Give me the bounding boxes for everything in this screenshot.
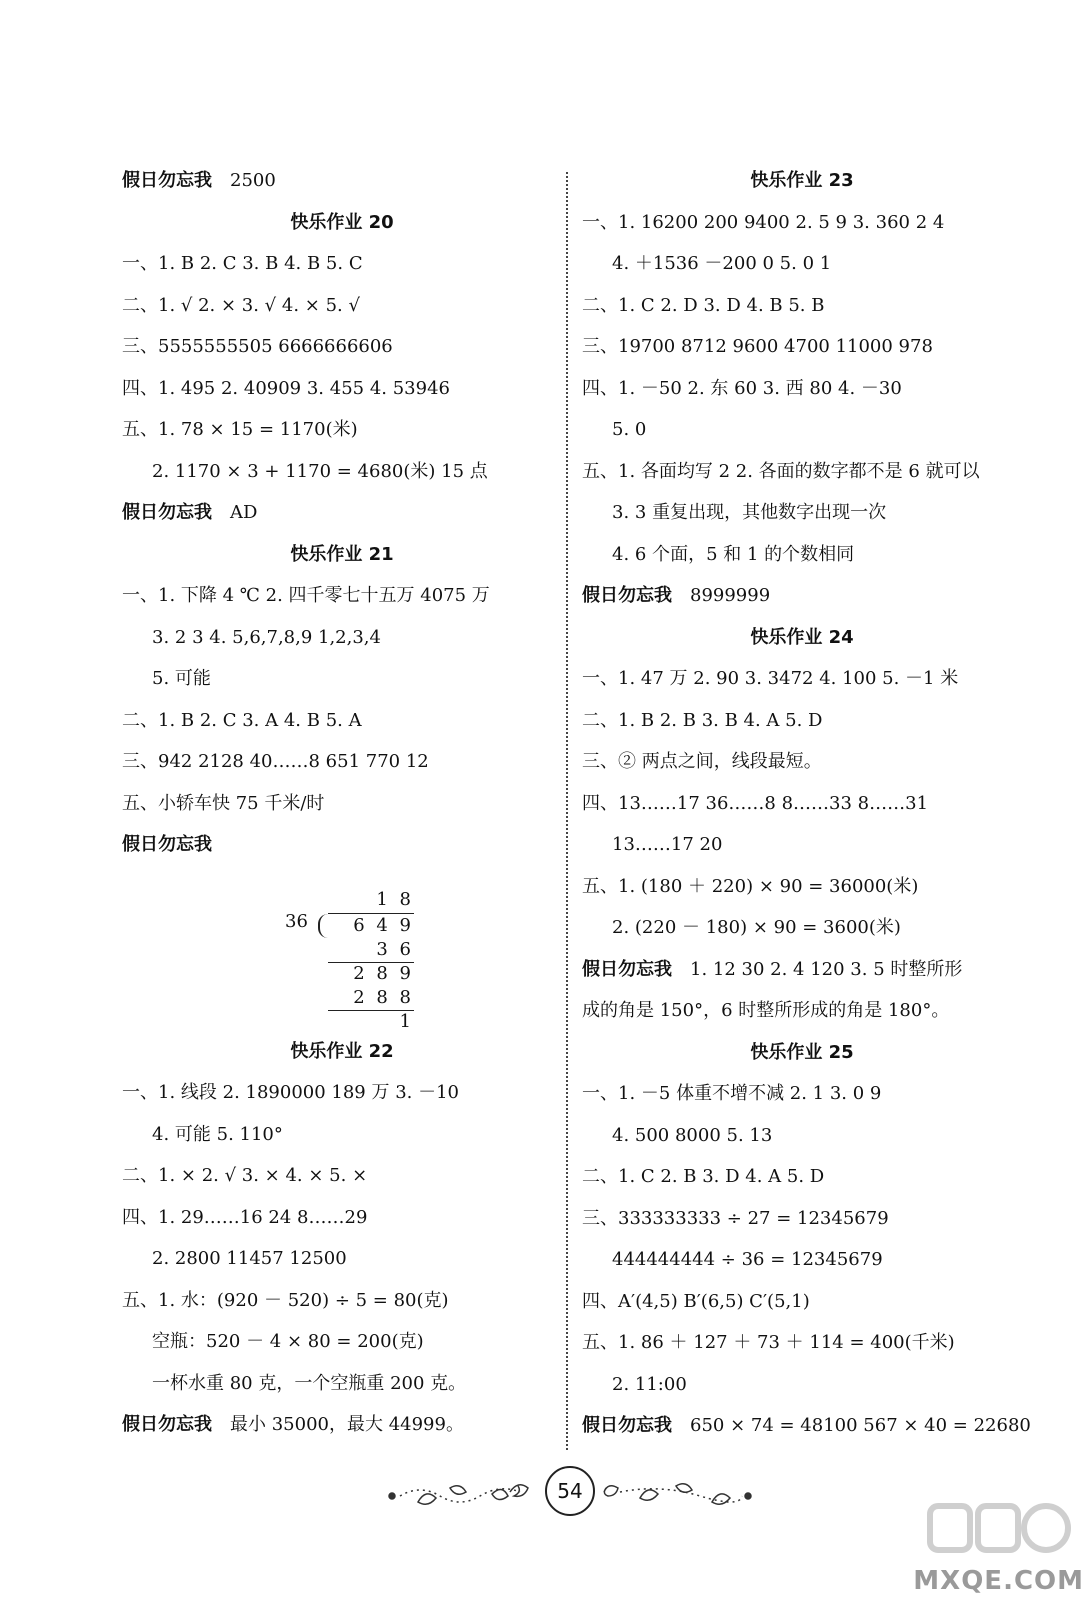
answer-line: 一、1. 线段 2. 1890000 189 万 3. －10 <box>122 1082 459 1103</box>
answer-line: 三、942 2128 40……8 651 770 12 <box>122 751 429 772</box>
answer-line: 13……17 20 <box>612 834 723 855</box>
holiday-line <box>122 160 562 202</box>
division-step: 2 8 8 <box>353 986 414 1008</box>
division-divisor: 36 <box>285 910 308 932</box>
answer-line: 二、1. √ 2. × 3. √ 4. × 5. √ <box>122 294 360 316</box>
division-step: 2 8 9 <box>353 962 414 984</box>
answer-line: 5. 0 <box>612 419 647 440</box>
answer-line: 2. 1170 × 3 + 1170 = 4680(米) 15 点 <box>152 460 488 482</box>
holiday-answer: AD <box>230 502 258 523</box>
answer-line: 五、1. 86 ＋ 127 ＋ 73 ＋ 114 = 400(千米) <box>582 1332 955 1353</box>
answer-line: 五、1. 各面均写 2 2. 各面的数字都不是 6 就可以 <box>582 460 980 482</box>
answer-line: 四、A′(4,5) B′(6,5) C′(5,1) <box>582 1290 810 1312</box>
holiday-label: 假日勿忘我 <box>122 834 212 855</box>
holiday-label: 假日勿忘我 <box>122 502 212 523</box>
answer-line: 一、1. －5 体重不增不减 2. 1 3. 0 9 <box>582 1083 882 1104</box>
answer-line: 五、1. 78 × 15 = 1170(米) <box>122 419 358 440</box>
holiday-line <box>582 949 1022 991</box>
answer-line: 5. 可能 <box>152 668 211 689</box>
section-title-hw21: 快乐作业 21 <box>290 543 394 565</box>
answer-line: 4. 500 8000 5. 13 <box>612 1124 773 1146</box>
holiday-answer: 2500 <box>230 170 276 191</box>
answer-line: 一杯水重 80 克，一个空瓶重 200 克。 <box>152 1372 467 1394</box>
division-step: 3 6 <box>376 938 414 960</box>
answer-line: 二、1. × 2. √ 3. × 4. × 5. × <box>122 1165 368 1186</box>
holiday-line <box>582 1405 1031 1447</box>
answer-line: 三、5555555505 6666666606 <box>122 336 393 357</box>
answer-line: 四、1. 29……16 24 8……29 <box>122 1206 368 1228</box>
holiday-label: 假日勿忘我 <box>582 1415 672 1436</box>
answer-line: 二、1. B 2. B 3. B 4. A 5. D <box>582 709 823 731</box>
watermark-text: MXQE.COM <box>913 1566 1084 1596</box>
answer-line: 一、1. B 2. C 3. B 4. B 5. C <box>122 253 363 274</box>
division-remainder: 1 <box>399 1010 414 1032</box>
column-divider <box>566 172 568 1450</box>
answer-line: 四、1. －50 2. 东 60 3. 西 80 4. －30 <box>582 377 902 399</box>
answer-line: 五、小轿车快 75 千米/时 <box>122 792 325 814</box>
answer-line: 二、1. C 2. D 3. D 4. B 5. B <box>582 294 825 316</box>
answer-line: 四、13……17 36……8 8……33 8……31 <box>582 792 929 814</box>
answer-line: 二、1. C 2. B 3. D 4. A 5. D <box>582 1166 825 1187</box>
answer-line: 2. 2800 11457 12500 <box>152 1248 347 1269</box>
answer-line: 四、1. 495 2. 40909 3. 455 4. 53946 <box>122 377 450 399</box>
holiday-label: 假日勿忘我 <box>582 585 672 606</box>
holiday-line <box>582 575 1022 617</box>
right-column <box>582 160 1031 1447</box>
section-title-hw22: 快乐作业 22 <box>290 1040 394 1062</box>
answer-line: 三、19700 8712 9600 4700 11000 978 <box>582 336 933 357</box>
holiday-label: 假日勿忘我 <box>122 1414 212 1435</box>
answer-line: 五、1. 水：(920 － 520) ÷ 5 = 80(克) <box>122 1289 449 1311</box>
answer-line: 3. 2 3 4. 5,6,7,8,9 1,2,3,4 <box>152 626 381 648</box>
answer-line: 444444444 ÷ 36 = 12345679 <box>612 1249 883 1270</box>
holiday-answer: 650 × 74 = 48100 567 × 40 = 22680 <box>690 1415 1031 1436</box>
holiday-line <box>122 492 562 534</box>
answer-line: 三、333333333 ÷ 27 = 12345679 <box>582 1207 889 1229</box>
holiday-answer: 1. 12 30 2. 4 120 3. 5 时整所形 <box>690 958 963 980</box>
answer-line: 一、1. 47 万 2. 90 3. 3472 4. 100 5. －1 米 <box>582 668 959 689</box>
division-quotient: 1 8 <box>376 888 414 910</box>
holiday-label: 假日勿忘我 <box>582 958 672 980</box>
answer-line: 4. 可能 5. 110° <box>152 1123 283 1145</box>
answer-line: 4. ＋1536 －200 0 5. 0 1 <box>612 253 832 274</box>
answer-line: 一、1. 16200 200 9400 2. 5 9 3. 360 2 4 <box>582 211 945 233</box>
holiday-line <box>122 824 562 866</box>
holiday-label: 假日勿忘我 <box>122 170 212 191</box>
answer-line: 空瓶：520 － 4 × 80 = 200(克) <box>152 1331 424 1352</box>
division-bracket <box>318 914 334 938</box>
section-title-hw23: 快乐作业 23 <box>750 170 854 191</box>
holiday-answer: 8999999 <box>690 585 771 606</box>
answer-line: 二、1. B 2. C 3. A 4. B 5. A <box>122 709 362 731</box>
answer-line: 2. 11:00 <box>612 1373 687 1395</box>
answer-line: 成的角是 150°，6 时整所形成的角是 180°。 <box>582 1000 950 1021</box>
holiday-line <box>122 1404 562 1446</box>
division-dividend: 6 4 9 <box>353 914 414 936</box>
section-title-hw20: 快乐作业 20 <box>290 211 394 233</box>
long-division <box>122 866 562 1031</box>
holiday-answer: 最小 35000，最大 44999。 <box>230 1414 464 1435</box>
answer-line: 三、② 两点之间，线段最短。 <box>582 751 822 772</box>
left-column <box>122 160 562 1446</box>
section-title-hw24: 快乐作业 24 <box>750 626 854 648</box>
page-number: 54 <box>545 1466 595 1516</box>
answer-line: 3. 3 重复出现，其他数字出现一次 <box>612 502 887 523</box>
answer-line: 五、1. (180 ＋ 220) × 90 = 36000(米) <box>582 875 919 897</box>
answer-line: 4. 6 个面，5 和 1 的个数相同 <box>612 543 855 565</box>
section-title-hw25: 快乐作业 25 <box>750 1041 854 1063</box>
answer-line: 2. (220 － 180) × 90 = 3600(米) <box>612 917 901 938</box>
answer-line: 一、1. 下降 4 ℃ 2. 四千零七十五万 4075 万 <box>122 585 490 606</box>
